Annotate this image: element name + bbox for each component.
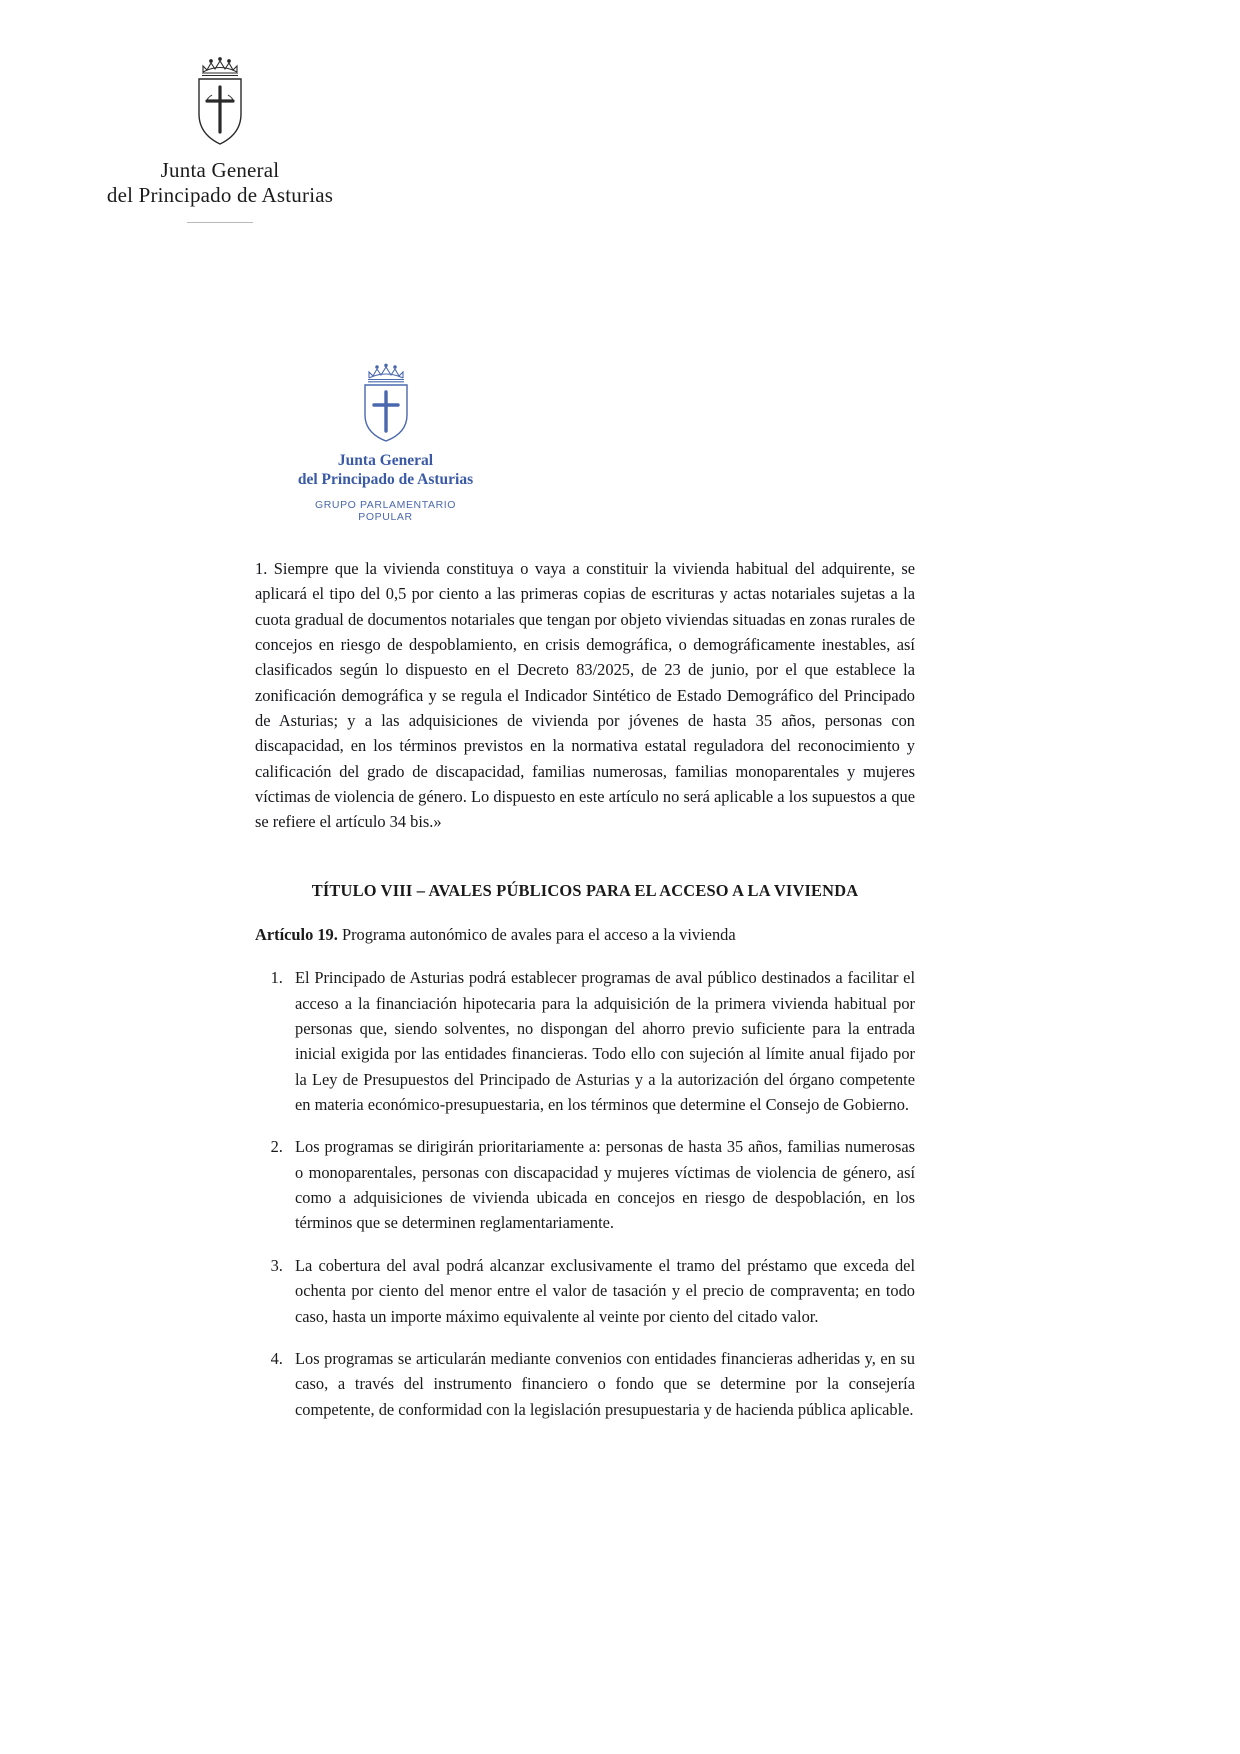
document-body [255, 556, 915, 1422]
paragraph-intro: 1. Siempre que la vivienda constituya o vaya a constituir la vivienda habitual del adquirente, se aplicará el tipo del 0,5 por ciento a las primeras copias de escrituras y actas notariales sujetas a la cuota gradual de documentos notariales que tengan por objeto viviendas situadas en zonas rurales de concejos en riesgo de despoblamiento, en crisis demográfica, o demográficamente inestables, así clasificados según lo dispuesto en el Decreto 83/2025, de 23 de junio, por el que establece la zonificación demográfica y se regula el Indicador Sintético de Estado Demográfico del Principado de Asturias; y a las adquisiciones de vivienda por jóvenes de hasta 35 años, personas con discapacidad, en los términos previstos en la normativa estatal reguladora del reconocimiento y calificación del grado de discapacidad, familias numerosas, familias monoparentales y mujeres víctimas de violencia de género. Lo dispuesto en este artículo no será aplicable a los supuestos a que se refiere el artículo 34 bis.» [255, 559, 915, 832]
stamp-group-line-1: GRUPO PARLAMENTARIO [314, 498, 457, 511]
stamp-title [283, 452, 488, 490]
stamp-group-name [283, 499, 488, 524]
coat-of-arms-asturias-blue-icon [357, 360, 415, 444]
list-item: 2. Los programas se dirigirán prioritariamente a: personas de hasta 35 años, familias numerosas o monoparentales, personas con discapacidad y mujeres víctimas de violencia de género, así como a adquisiciones de vivienda ubicada en concejos en riesgo de despoblación, en los términos que se determinen reglamentariamente. [287, 1134, 915, 1235]
letterhead [70, 52, 370, 223]
list-item: 1. El Principado de Asturias podrá establecer programas de aval público destinados a facilitar el acceso a la financiación hipotecaria para la adquisición de la primera vivienda habitual por personas que, siendo solventes, no dispongan del ahorro previo suficiente para la entrada inicial exigida por las entidades financieras. Todo ello con sujeción al límite anual fijado por la Ley de Presupuestos del Principado de Asturias y a la autorización del órgano competente en materia económico-presupuestaria, en los términos que determine el Consejo de Gobierno. [287, 965, 915, 1117]
list-item: 4. Los programas se articularán mediante convenios con entidades financieras adheridas y, en su caso, a través del instrumento financiero o fondo que se determine por la consejería competente, de conformidad con la legislación presupuestaria y de hacienda pública aplicable. [287, 1346, 915, 1422]
title-heading: TÍTULO VIII – AVALES PÚBLICOS PARA EL ACCESO A LA VIVIENDA [311, 880, 859, 900]
letterhead-title [70, 158, 370, 208]
list-item: 3. La cobertura del aval podrá alcanzar exclusivamente el tramo del préstamo que exceda del ochenta por ciento del menor entre el valor de tasación y el precio de compraventa; en todo caso, hasta un importe máximo equivalente al veinte por ciento del citado valor. [287, 1253, 915, 1329]
stamp-line-2: del Principado de Asturias [297, 470, 474, 488]
parliamentary-group-stamp [283, 360, 488, 524]
letterhead-line-1: Junta General [160, 158, 280, 182]
article-number: Artículo 19. [255, 924, 338, 944]
article-heading [255, 923, 915, 948]
coat-of-arms-asturias-icon [189, 52, 251, 148]
letterhead-divider [187, 222, 253, 223]
stamp-group-line-2: POPULAR [358, 511, 413, 524]
article-clause-list [255, 965, 915, 1422]
letterhead-line-2: del Principado de Asturias [106, 182, 334, 207]
stamp-line-1: Junta General [337, 452, 434, 469]
article-title: Programa autonómico de avales para el acceso a la vivienda [341, 924, 736, 944]
